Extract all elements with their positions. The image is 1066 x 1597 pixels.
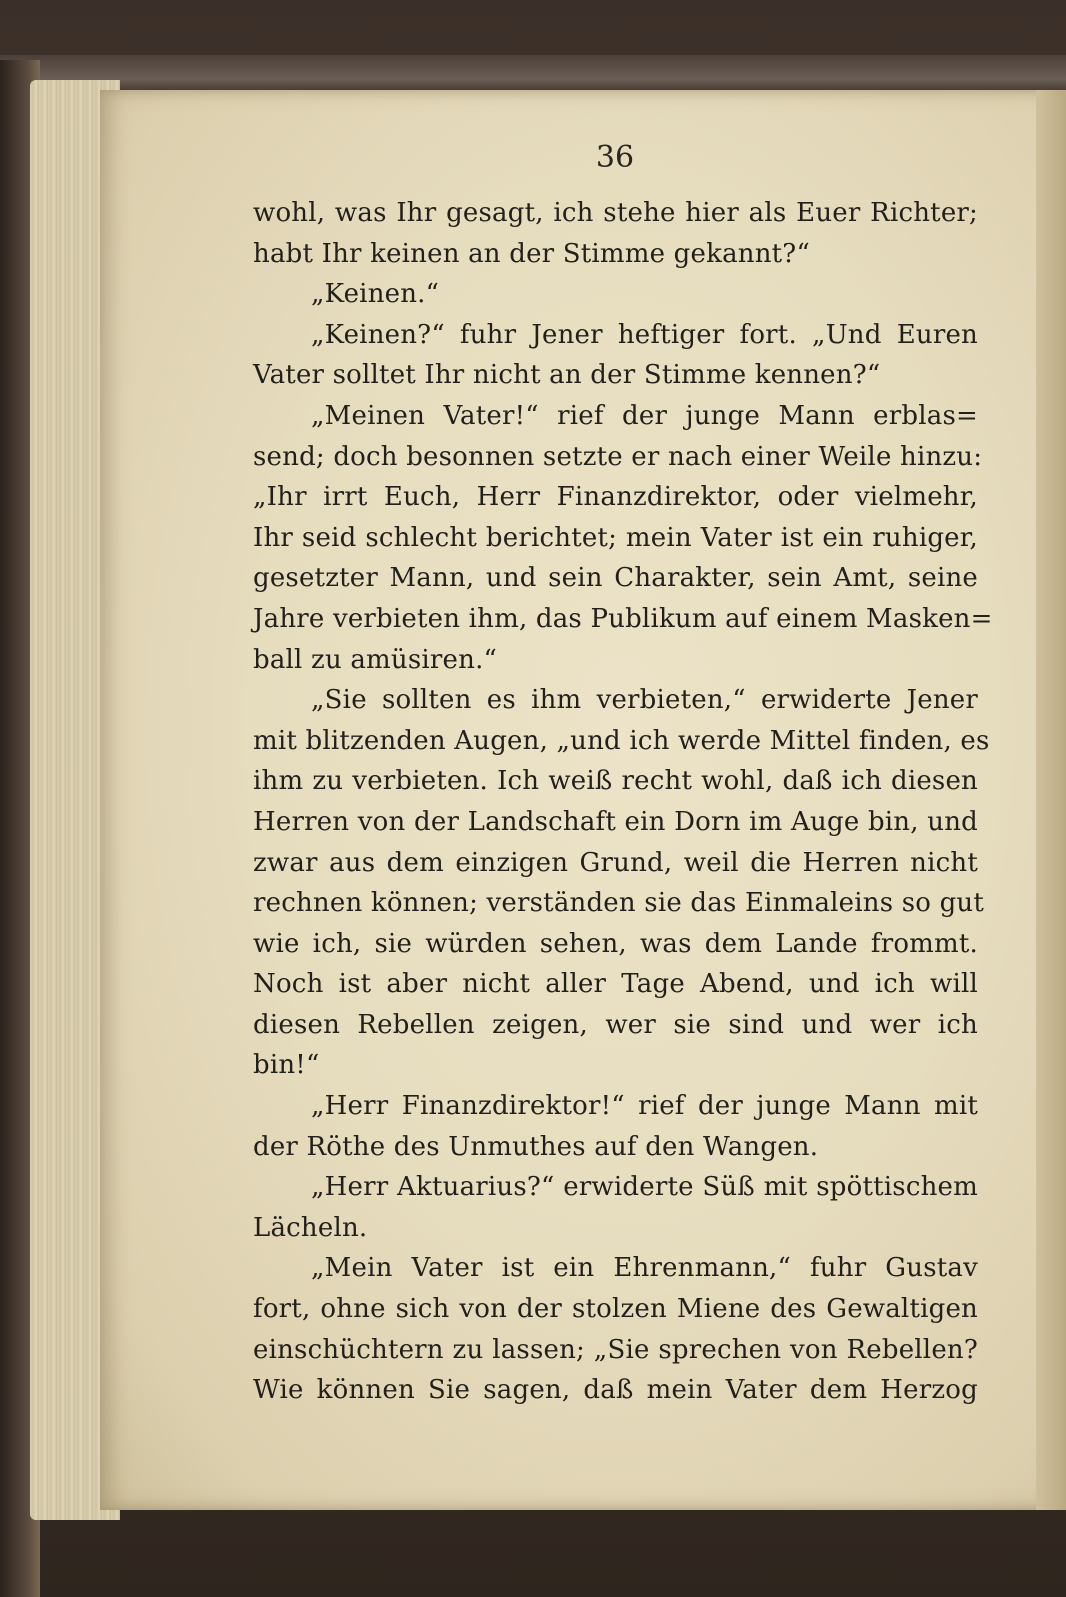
text-line: mit blitzenden Augen, „und ich werde Mittel finden, es bbox=[253, 725, 990, 756]
text-line: wie ich, sie würden sehen, was dem Lande frommt. bbox=[253, 928, 978, 959]
text-line: „Ihr irrt Euch, Herr Finanzdirektor, oder vielmehr, bbox=[253, 482, 978, 513]
text-line: „Keinen.“ bbox=[311, 279, 440, 310]
text-line: Ihr seid schlecht berichtet; mein Vater ist ein ruhiger, bbox=[253, 522, 978, 553]
text-line: bin!“ bbox=[253, 1050, 320, 1081]
text-line: „Mein Vater ist ein Ehrenmann,“ fuhr Gustav bbox=[311, 1253, 978, 1284]
text-line: wohl, was Ihr gesagt, ich stehe hier als Euer Richter; bbox=[253, 198, 978, 228]
page-number: 36 bbox=[595, 140, 635, 175]
text-line: Lächeln. bbox=[253, 1212, 368, 1243]
text-line: Vater solltet Ihr nicht an der Stimme kennen?“ bbox=[253, 360, 881, 391]
text-line: „Keinen?“ fuhr Jener heftiger fort. „Und Euren bbox=[311, 319, 978, 350]
text-line: „Herr Aktuarius?“ erwiderte Süß mit spöttischem bbox=[311, 1172, 978, 1203]
text-line: gesetzter Mann, und sein Charakter, sein Amt, seine bbox=[253, 563, 978, 594]
text-line: diesen Rebellen zeigen, wer sie sind und wer ich bbox=[253, 1009, 978, 1040]
text-line: „Sie sollten es ihm verbieten,“ erwiderte Jener bbox=[311, 685, 978, 716]
page-text-block bbox=[253, 193, 993, 1411]
text-line: „Herr Finanzdirektor!“ rief der junge Mann mit bbox=[311, 1091, 978, 1122]
text-line: Herren von der Landschaft ein Dorn im Auge bin, und bbox=[253, 806, 978, 837]
text-line: der Röthe des Unmuthes auf den Wangen. bbox=[253, 1131, 819, 1162]
text-line: ball zu amüsiren.“ bbox=[253, 644, 498, 675]
book-cover-top-edge bbox=[0, 55, 1066, 95]
text-line: Noch ist aber nicht aller Tage Abend, und ich will bbox=[253, 969, 978, 1000]
text-line: ihm zu verbieten. Ich weiß recht wohl, daß ich diesen bbox=[253, 766, 978, 797]
text-line: rechnen können; verständen sie das Einmaleins so gut bbox=[253, 888, 985, 919]
text-line: einschüchtern zu lassen; „Sie sprechen von Rebellen? bbox=[253, 1334, 978, 1365]
text-line: habt Ihr keinen an der Stimme gekannt?“ bbox=[253, 238, 810, 269]
text-line: „Meinen Vater!“ rief der junge Mann erblas= bbox=[311, 400, 978, 431]
text-line: Wie können Sie sagen, daß mein Vater dem Herzog bbox=[253, 1375, 978, 1406]
text-line: Jahre verbieten ihm, das Publikum auf einem Masken= bbox=[253, 603, 993, 634]
text-line: send; doch besonnen setzte er nach einer Weile hinzu: bbox=[253, 441, 983, 472]
text-line: zwar aus dem einzigen Grund, weil die Herren nicht bbox=[253, 847, 978, 878]
text-line: fort, ohne sich von der stolzen Miene des Gewaltigen bbox=[253, 1294, 978, 1325]
book-page-right-edge bbox=[1036, 90, 1066, 1510]
